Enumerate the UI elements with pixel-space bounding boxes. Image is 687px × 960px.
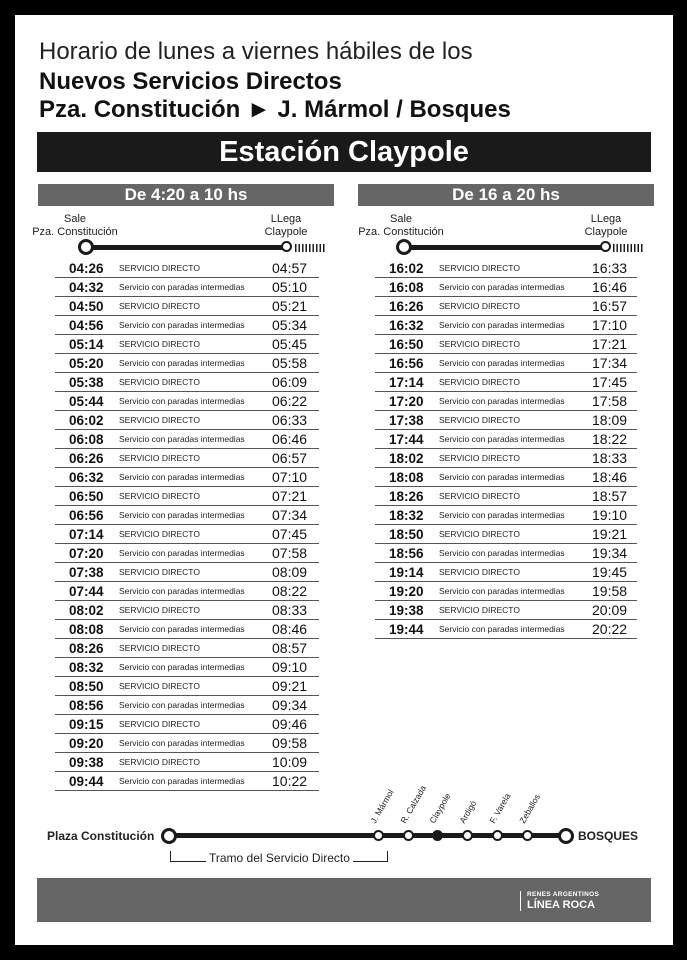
service-type: SERVICIO DIRECTO [439,567,520,577]
departure-time: 16:02 [389,261,424,276]
table-row [55,411,319,430]
arrival-time: 10:09 [272,754,308,770]
table-row [375,278,637,297]
table-row [375,354,637,373]
service-type: Servicio con paradas intermedias [119,358,245,368]
route-line [171,833,571,838]
arrival-time: 06:33 [272,412,308,428]
table-row [375,544,637,563]
departure-time: 19:20 [389,584,424,599]
arrival-time: 05:58 [272,355,308,371]
service-type: SERVICIO DIRECTO [119,719,200,729]
service-type: SERVICIO DIRECTO [119,643,200,653]
table-row [375,601,637,620]
table-row [55,696,319,715]
departure-time: 17:38 [389,413,424,428]
arrival-time: 06:46 [272,431,308,447]
service-type: SERVICIO DIRECTO [439,263,520,273]
arrival-time: 16:46 [592,279,628,295]
service-type: SERVICIO DIRECTO [119,681,200,691]
table-row [375,392,637,411]
schedule-sheet [15,15,673,945]
departure-time: 06:32 [69,470,104,485]
table-row [55,677,319,696]
departure-time: 16:08 [389,280,424,295]
departure-time: 04:32 [69,280,104,295]
table-row [55,639,319,658]
arrival-time: 04:57 [272,260,308,276]
table-row [55,525,319,544]
arrival-time: 08:09 [272,564,308,580]
arrival-time: 19:45 [592,564,628,580]
arrival-time: 07:34 [272,507,308,523]
table-row [55,335,319,354]
arrival-time: 16:57 [592,298,628,314]
table-row [375,620,637,639]
departure-time: 07:44 [69,584,104,599]
table-row [375,487,637,506]
service-type: Servicio con paradas intermedias [119,320,245,330]
departure-time: 19:38 [389,603,424,618]
table-row [55,544,319,563]
service-type: Servicio con paradas intermedias [119,738,245,748]
route-origin-dot [161,828,177,844]
table-row [55,449,319,468]
arrival-time: 06:57 [272,450,308,466]
arrival-time: 10:22 [272,773,308,789]
service-type: SERVICIO DIRECTO [439,529,520,539]
table-row [375,373,637,392]
afternoon-track-line [405,245,605,250]
arrival-time: 18:09 [592,412,628,428]
route-station-dot [432,830,443,841]
departure-time: 06:50 [69,489,104,504]
departure-time: 06:56 [69,508,104,523]
departure-time: 09:20 [69,736,104,751]
table-row [55,715,319,734]
table-row [375,468,637,487]
arrival-time: 07:21 [272,488,308,504]
table-row [375,430,637,449]
route-station-label: Zeballos [517,792,543,825]
arrival-time: 08:57 [272,640,308,656]
departure-time: 18:08 [389,470,424,485]
arrival-time: 20:22 [592,621,628,637]
arrival-time: 05:21 [272,298,308,314]
arrival-time: 16:33 [592,260,628,276]
arrival-time: 07:10 [272,469,308,485]
departure-time: 08:02 [69,603,104,618]
arrival-time: 09:46 [272,716,308,732]
arrival-time: 19:21 [592,526,628,542]
departure-time: 09:15 [69,717,104,732]
route-destination-label: BOSQUES [578,829,639,843]
departure-time: 16:56 [389,356,424,371]
departure-time: 09:38 [69,755,104,770]
arrival-time: 18:33 [592,450,628,466]
route-station-dot [522,830,533,841]
morning-column-title: De 4:20 a 10 hs [38,184,334,206]
header-line-2: Nuevos Servicios Directos [39,68,342,95]
table-row [55,772,319,791]
table-row [55,620,319,639]
route-station-label: J. Mármol [368,787,396,825]
table-row [375,297,637,316]
route-station-label: Ardigó [457,798,479,825]
table-row [55,487,319,506]
departure-time: 16:26 [389,299,424,314]
table-row [55,430,319,449]
table-row [55,259,319,278]
table-row [55,601,319,620]
arrival-time: 07:45 [272,526,308,542]
table-row [375,449,637,468]
service-type: Servicio con paradas intermedias [439,472,565,482]
service-type: SERVICIO DIRECTO [119,529,200,539]
route-station-dot [403,830,414,841]
route-destination-dot [558,828,574,844]
table-row [375,335,637,354]
arrival-time: 09:10 [272,659,308,675]
departure-time: 04:56 [69,318,104,333]
arrival-time: 05:34 [272,317,308,333]
arrival-time: 18:46 [592,469,628,485]
arrival-time: 09:21 [272,678,308,694]
departure-time: 18:50 [389,527,424,542]
service-type: SERVICIO DIRECTO [439,491,520,501]
departure-time: 18:32 [389,508,424,523]
arrival-time: 18:57 [592,488,628,504]
service-type: Servicio con paradas intermedias [119,776,245,786]
service-type: SERVICIO DIRECTO [119,757,200,767]
afternoon-origin-dot [396,239,412,255]
header-line-3: Pza. Constitución ► J. Mármol / Bosques [39,96,511,123]
departure-time: 17:20 [389,394,424,409]
service-type: Servicio con paradas intermedias [119,548,245,558]
service-type: Servicio con paradas intermedias [439,320,565,330]
service-type: Servicio con paradas intermedias [119,624,245,634]
departure-time: 17:44 [389,432,424,447]
service-type: Servicio con paradas intermedias [439,586,565,596]
departure-time: 07:20 [69,546,104,561]
route-station-label: R. Calzada [398,783,429,825]
departure-time: 08:50 [69,679,104,694]
departure-time: 05:14 [69,337,104,352]
table-row [375,525,637,544]
afternoon-column-title: De 16 a 20 hs [358,184,654,206]
departure-time: 05:20 [69,356,104,371]
service-type: Servicio con paradas intermedias [439,434,565,444]
service-type: Servicio con paradas intermedias [119,396,245,406]
departure-time: 08:26 [69,641,104,656]
service-type: SERVICIO DIRECTO [119,605,200,615]
service-type: SERVICIO DIRECTO [439,605,520,615]
service-type: SERVICIO DIRECTO [439,453,520,463]
table-row [375,316,637,335]
arrival-time: 05:45 [272,336,308,352]
service-type: Servicio con paradas intermedias [439,282,565,292]
service-type: Servicio con paradas intermedias [119,510,245,520]
arrival-time: 18:22 [592,431,628,447]
table-row [55,316,319,335]
morning-timetable [55,259,319,791]
service-type: SERVICIO DIRECTO [119,491,200,501]
departure-time: 08:56 [69,698,104,713]
afternoon-llega-label: LLega Claypole [584,213,628,238]
morning-track-continuation [295,244,325,252]
table-row [375,259,637,278]
morning-llega-label: LLega Claypole [264,213,308,238]
table-row [55,563,319,582]
service-type: SERVICIO DIRECTO [119,301,200,311]
arrival-time: 06:22 [272,393,308,409]
table-row [375,411,637,430]
service-type: SERVICIO DIRECTO [119,263,200,273]
arrival-time: 05:10 [272,279,308,295]
arrival-time: 17:21 [592,336,628,352]
service-type: SERVICIO DIRECTO [119,453,200,463]
arrival-time: 19:10 [592,507,628,523]
departure-time: 18:26 [389,489,424,504]
table-row [55,354,319,373]
departure-time: 04:50 [69,299,104,314]
service-type: Servicio con paradas intermedias [119,472,245,482]
departure-time: 18:02 [389,451,424,466]
service-type: Servicio con paradas intermedias [119,282,245,292]
arrival-time: 19:58 [592,583,628,599]
table-row [55,734,319,753]
afternoon-timetable [375,259,637,639]
departure-time: 05:38 [69,375,104,390]
route-station-dot [492,830,503,841]
morning-track-line [87,245,287,250]
service-type: Servicio con paradas intermedias [439,396,565,406]
arrival-time: 17:34 [592,355,628,371]
service-type: Servicio con paradas intermedias [439,548,565,558]
morning-sale-label: Sale Pza. Constitución [32,213,118,238]
route-station-dot [462,830,473,841]
departure-time: 04:26 [69,261,104,276]
arrival-time: 06:09 [272,374,308,390]
table-row [55,278,319,297]
station-title: Estación Claypole [37,132,651,172]
arrival-time: 07:58 [272,545,308,561]
route-station-label: Claypole [427,791,453,825]
arrival-time: 19:34 [592,545,628,561]
linea-roca-logo: RENES ARGENTINOS LÍNEA ROCA [520,891,599,911]
departure-time: 19:14 [389,565,424,580]
direct-service-label: Tramo del Servicio Directo [206,851,353,865]
table-row [55,373,319,392]
departure-time: 09:44 [69,774,104,789]
table-row [55,468,319,487]
header-line-1: Horario de lunes a viernes hábiles de los [39,38,473,65]
afternoon-destination-dot [600,241,611,252]
departure-time: 06:02 [69,413,104,428]
route-station-label: F. Varela [487,791,513,825]
service-type: SERVICIO DIRECTO [119,415,200,425]
arrival-time: 17:10 [592,317,628,333]
table-row [375,563,637,582]
departure-time: 06:26 [69,451,104,466]
arrival-time: 08:33 [272,602,308,618]
service-type: SERVICIO DIRECTO [119,377,200,387]
service-type: Servicio con paradas intermedias [119,700,245,710]
arrival-time: 17:58 [592,393,628,409]
departure-time: 07:14 [69,527,104,542]
table-row [375,506,637,525]
departure-time: 08:32 [69,660,104,675]
service-type: SERVICIO DIRECTO [119,339,200,349]
service-type: SERVICIO DIRECTO [439,301,520,311]
morning-origin-dot [78,239,94,255]
arrival-time: 17:45 [592,374,628,390]
departure-time: 18:56 [389,546,424,561]
route-origin-label: Plaza Constitución [47,829,155,843]
afternoon-track-continuation [613,244,643,252]
table-row [375,582,637,601]
departure-time: 16:50 [389,337,424,352]
table-row [55,392,319,411]
arrival-time: 08:46 [272,621,308,637]
departure-time: 16:32 [389,318,424,333]
service-type: Servicio con paradas intermedias [439,510,565,520]
departure-time: 17:14 [389,375,424,390]
arrival-time: 20:09 [592,602,628,618]
service-type: Servicio con paradas intermedias [439,358,565,368]
service-type: SERVICIO DIRECTO [439,339,520,349]
arrival-time: 09:58 [272,735,308,751]
departure-time: 06:08 [69,432,104,447]
table-row [55,506,319,525]
table-row [55,753,319,772]
service-type: Servicio con paradas intermedias [439,624,565,634]
arrival-time: 08:22 [272,583,308,599]
service-type: Servicio con paradas intermedias [119,662,245,672]
table-row [55,297,319,316]
departure-time: 05:44 [69,394,104,409]
table-row [55,658,319,677]
service-type: SERVICIO DIRECTO [439,415,520,425]
service-type: SERVICIO DIRECTO [119,567,200,577]
service-type: Servicio con paradas intermedias [119,586,245,596]
service-type: Servicio con paradas intermedias [119,434,245,444]
table-row [55,582,319,601]
departure-time: 19:44 [389,622,424,637]
morning-destination-dot [281,241,292,252]
arrival-time: 09:34 [272,697,308,713]
departure-time: 08:08 [69,622,104,637]
afternoon-sale-label: Sale Pza. Constitución [358,213,444,238]
service-type: SERVICIO DIRECTO [439,377,520,387]
route-station-dot [373,830,384,841]
departure-time: 07:38 [69,565,104,580]
